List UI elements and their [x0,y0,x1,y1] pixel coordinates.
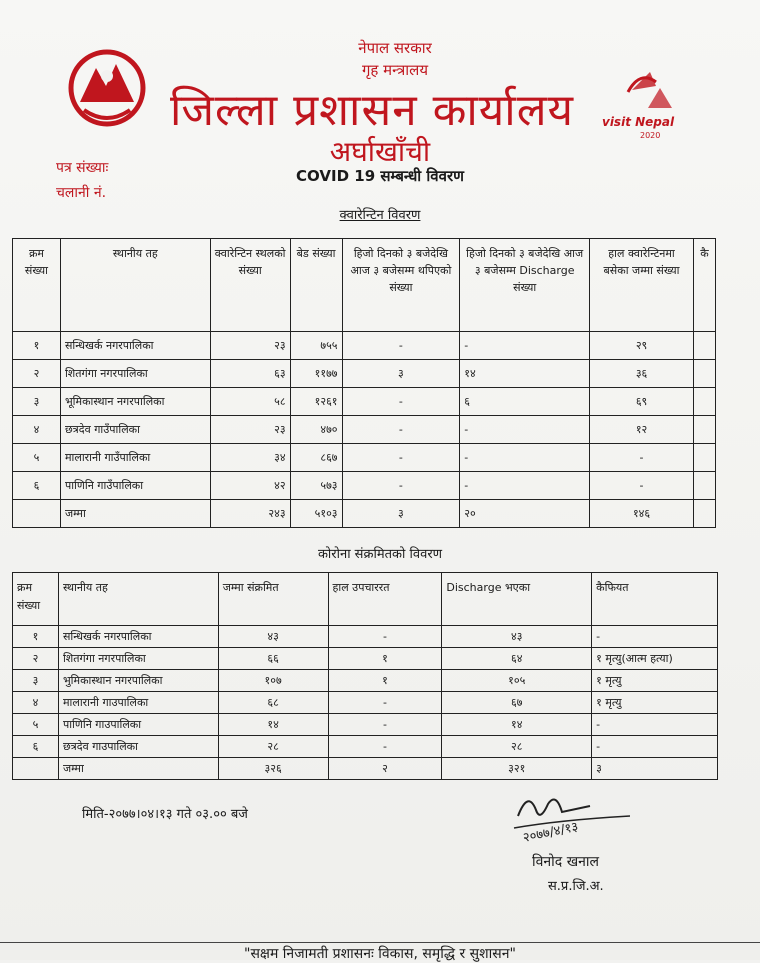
cell-sites: ४२ [210,472,290,500]
cell-current: ३६ [590,360,694,388]
cell-discharged: १४ [460,360,590,388]
district-name: अर्घाखाँची [329,135,431,168]
cell-sn: १ [13,332,61,360]
col-header-treating: हाल उपचाररत [328,573,442,626]
cell-sn: ६ [13,472,61,500]
cell-total: १४ [218,714,328,736]
cell-remarks [693,416,715,444]
cell-remarks: - [592,714,718,736]
table-row [13,472,716,500]
col-header-added: हिजो दिनको ३ बजेदेखि आज ३ बजेसम्म थपिएको संख्या [342,239,460,332]
cell-discharged: - [460,444,590,472]
cell-beds: ११७७ [290,360,342,388]
cell-total-discharged: २० [460,500,590,528]
cell-treating: - [328,692,442,714]
cell-treating: - [328,736,442,758]
cell-remarks: १ मृत्यु(आत्म हत्या) [592,648,718,670]
cell-discharged: - [460,416,590,444]
table-row [13,692,718,714]
table-row [13,332,716,360]
cell-beds: ४७० [290,416,342,444]
cell-name: मालारानी गाउपालिका [58,692,218,714]
visit-nepal-logo-icon [598,62,718,142]
cell-name: भुमिकास्थान नगरपालिका [58,670,218,692]
cell-sn: ४ [13,692,59,714]
footer-divider [0,942,760,943]
signatory-designation: स.प्र.जि.अ. [548,879,604,894]
cell-added: - [342,416,460,444]
infected-header-row [13,573,718,626]
cell-treating: १ [328,648,442,670]
cell-current: ६९ [590,388,694,416]
cell-treating: - [328,626,442,648]
cell-discharged: ६७ [442,692,592,714]
cell-discharged: ४३ [442,626,592,648]
cell-name: सन्धिखर्क नगरपालिका [60,332,210,360]
cell-name: भूमिकास्थान नगरपालिका [60,388,210,416]
table-row [13,714,718,736]
signatory-name: विनोद खनाल [532,854,600,870]
col-header-sn: क्रम संख्या [13,239,61,332]
ministry-name: गृह मन्त्रालय [361,61,429,79]
cell-name: शितगंगा नगरपालिका [58,648,218,670]
cell-beds: १२६१ [290,388,342,416]
cell-remarks: - [592,736,718,758]
cell-total-current: १४६ [590,500,694,528]
cell-added: - [342,472,460,500]
col-header-current: हाल क्वारेन्टिनमा बसेका जम्मा संख्या [590,239,694,332]
document-title: COVID 19 सम्बन्धी विवरण [296,167,464,185]
col-header-sn: क्रम संख्या [13,573,59,626]
table-row [13,360,716,388]
cell-total-remarks: ३ [592,758,718,780]
table-row [13,670,718,692]
chalani-label: चलानी नं. [56,185,107,201]
cell-sn-empty [13,500,61,528]
cell-sites: २३ [210,332,290,360]
cell-sn-empty [13,758,59,780]
cell-total-label: जम्मा [58,758,218,780]
col-header-sites: क्वारेन्टिन स्थलको संख्या [210,239,290,332]
cell-remarks: - [592,626,718,648]
cell-total: ४३ [218,626,328,648]
cell-remarks [693,332,715,360]
cell-sn: २ [13,648,59,670]
nepal-emblem-icon [66,46,148,130]
cell-discharged: ६४ [442,648,592,670]
cell-discharged: - [460,332,590,360]
cell-name: पाणिनि गाउपालिका [58,714,218,736]
footer-motto: "सक्षम निजामती प्रशासनः विकास, समृद्धि र सुशासन" [244,946,516,962]
cell-sn: ५ [13,444,61,472]
infected-table [12,572,718,780]
cell-discharged: १०५ [442,670,592,692]
cell-total: १०७ [218,670,328,692]
svg-text:2020: 2020 [640,131,661,140]
cell-name: पाणिनि गाउँपालिका [60,472,210,500]
cell-treating: - [328,714,442,736]
cell-name: छत्रदेव गाउँपालिका [60,416,210,444]
cell-discharged: - [460,472,590,500]
cell-remarks: १ मृत्यु [592,670,718,692]
cell-beds: ५७३ [290,472,342,500]
government-name: नेपाल सरकार [358,39,432,57]
cell-remarks [693,472,715,500]
visit-nepal-logo [598,62,718,142]
cell-added: - [342,388,460,416]
cell-remarks [693,360,715,388]
cell-total-added: ३ [342,500,460,528]
table-row [13,648,718,670]
col-header-local-level: स्थानीय तह [58,573,218,626]
cell-remarks [693,388,715,416]
cell-current: - [590,472,694,500]
cell-name: मालारानी गाउँपालिका [60,444,210,472]
table-row [13,416,716,444]
patra-sankhya-label: पत्र संख्याः [56,160,109,176]
quarantine-table [12,238,716,528]
cell-added: - [342,332,460,360]
cell-sn: ६ [13,736,59,758]
col-header-local-level: स्थानीय तह [60,239,210,332]
cell-total-treating: २ [328,758,442,780]
cell-remarks [693,444,715,472]
cell-total: ६६ [218,648,328,670]
col-header-remarks: कै [693,239,715,332]
cell-name: छत्रदेव गाउपालिका [58,736,218,758]
office-title: जिल्ला प्रशासन कार्यालय [170,85,575,136]
cell-name: शितगंगा नगरपालिका [60,360,210,388]
cell-sn: ५ [13,714,59,736]
signature-date: २०७७/४/१३ [521,819,580,846]
total-row [13,500,716,528]
cell-sn: ४ [13,416,61,444]
cell-sn: २ [13,360,61,388]
cell-current: २९ [590,332,694,360]
cell-current: - [590,444,694,472]
cell-total-beds: ५१०३ [290,500,342,528]
col-header-beds: बेड संख्या [290,239,342,332]
col-header-discharged: Discharge भएका [442,573,592,626]
cell-current: १२ [590,416,694,444]
infected-section-title: कोरोना संक्रमितको विवरण [317,547,443,562]
cell-sites: ५८ [210,388,290,416]
svg-text:visit Nepal: visit Nepal [602,115,675,129]
cell-discharged: ६ [460,388,590,416]
table-row [13,626,718,648]
col-header-remarks: कैफियत [592,573,718,626]
cell-total-label: जम्मा [60,500,210,528]
cell-total: ६८ [218,692,328,714]
cell-sites: ३४ [210,444,290,472]
cell-sn: ३ [13,388,61,416]
cell-total-discharged: ३२१ [442,758,592,780]
cell-added: ३ [342,360,460,388]
cell-discharged: १४ [442,714,592,736]
col-header-total-infected: जम्मा संक्रमित [218,573,328,626]
cell-sites: २३ [210,416,290,444]
cell-sites: ६३ [210,360,290,388]
cell-total-sites: २४३ [210,500,290,528]
table-row [13,736,718,758]
cell-beds: ७५५ [290,332,342,360]
cell-total-infected: ३२६ [218,758,328,780]
cell-remarks: १ मृत्यु [592,692,718,714]
cell-sn: १ [13,626,59,648]
cell-added: - [342,444,460,472]
cell-treating: १ [328,670,442,692]
cell-name: सन्धिखर्क नगरपालिका [58,626,218,648]
cell-sn: ३ [13,670,59,692]
col-header-discharged: हिजो दिनको ३ बजेदेखि आज ३ बजेसम्म Discharge संख्या [460,239,590,332]
cell-discharged: २८ [442,736,592,758]
cell-beds: ८६७ [290,444,342,472]
cell-total-remarks [693,500,715,528]
cell-total: २८ [218,736,328,758]
quarantine-header-row [13,239,716,332]
quarantine-section-title: क्वारेन्टिन विवरण [339,208,421,223]
table-row [13,444,716,472]
table-row [13,388,716,416]
report-date: मिति-२०७७।०४।१३ गते ०३.०० बजे [82,807,248,822]
